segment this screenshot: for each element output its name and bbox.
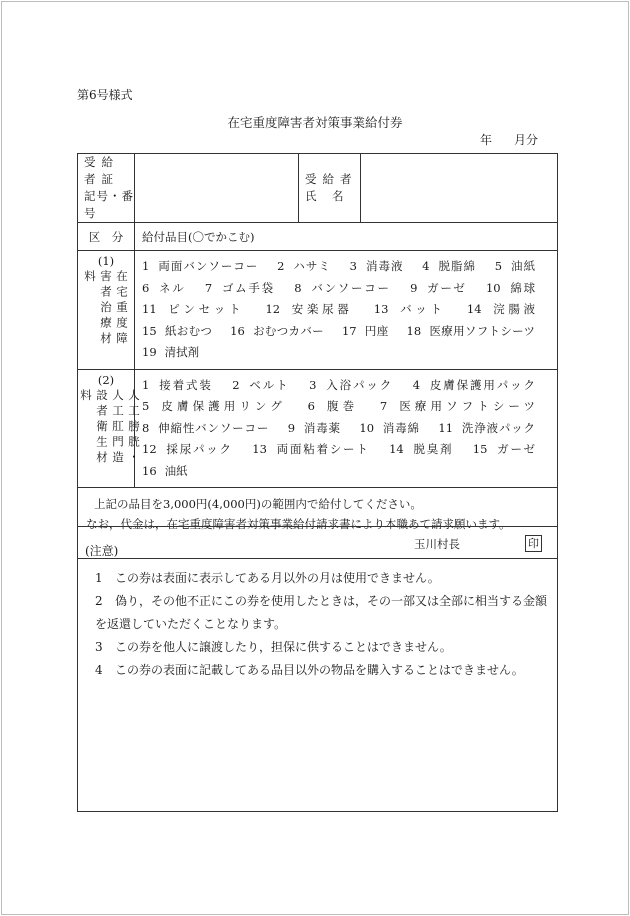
benefit-item-number: 4 <box>412 377 421 392</box>
benefit-item-name: 油紙 <box>164 463 188 478</box>
benefit-item-name: 採尿パック <box>164 442 233 456</box>
benefit-item[interactable] <box>410 281 467 295</box>
benefit-item-name: 伸縮性バンソーコー <box>157 420 270 435</box>
benefit-item-name: ゴム手袋 <box>220 280 275 295</box>
benefit-item-name: 油紙 <box>510 259 536 273</box>
benefit-item[interactable] <box>389 442 453 456</box>
benefit-item-number: 12 <box>142 442 157 456</box>
date-month-label: 月分 <box>514 133 539 147</box>
notes-box <box>77 526 558 812</box>
category-row-1 <box>78 251 558 370</box>
notes-list <box>95 567 550 682</box>
benefit-item-number: 9 <box>287 420 296 435</box>
benefit-item[interactable] <box>359 421 420 435</box>
benefit-item-number: 15 <box>472 442 488 456</box>
benefit-item-number: 17 <box>341 323 357 338</box>
benefit-item-number: 8 <box>294 280 302 295</box>
category-1-cell <box>78 251 135 370</box>
benefit-item-number: 11 <box>438 420 454 435</box>
note-item <box>95 567 550 590</box>
benefit-item-number: 6 <box>142 280 150 295</box>
benefit-item[interactable] <box>277 259 331 273</box>
benefit-item-name: ベルト <box>247 377 290 392</box>
benefit-item-number: 2 <box>277 259 285 273</box>
benefit-item-name: 入浴パック <box>324 377 394 392</box>
cert-label <box>78 154 135 223</box>
note-number: 2 <box>95 594 103 608</box>
benefit-item[interactable] <box>342 324 389 338</box>
cert-number-field[interactable] <box>135 154 299 223</box>
form-number: 第6号様式 <box>77 88 133 102</box>
benefit-item[interactable] <box>413 378 535 392</box>
benefit-item-name: 接着式装 <box>157 377 213 392</box>
category-1-items <box>135 251 558 370</box>
footer-line-2: なお，代金は，在宅重度障害者対策事業給付請求書により本職あて請求願います。 <box>86 517 511 531</box>
benefit-item-number: 19 <box>142 345 157 359</box>
benefit-item-name: ガーゼ <box>495 442 536 456</box>
category-2-items <box>135 369 558 488</box>
benefit-item[interactable] <box>374 302 446 316</box>
benefit-item[interactable] <box>142 464 188 478</box>
benefit-item-number: 5 <box>142 399 150 413</box>
recipient-label <box>299 154 361 223</box>
benefit-item-number: 16 <box>142 463 157 478</box>
benefit-item-number: 2 <box>232 377 240 392</box>
benefit-item[interactable] <box>288 421 341 435</box>
date-line <box>480 131 538 148</box>
benefit-item[interactable] <box>350 259 404 273</box>
benefit-item-name: 医療用ソフトシーツ <box>395 399 536 413</box>
voucher-table <box>77 153 558 559</box>
note-number: 4 <box>95 663 103 677</box>
benefit-item-name: 腹巻 <box>322 399 359 413</box>
benefit-item-number: 10 <box>485 280 501 295</box>
benefit-item[interactable] <box>142 345 199 359</box>
benefit-item-name: 安楽尿器 <box>288 302 353 316</box>
benefit-item-name: 清拭剤 <box>164 345 200 359</box>
benefit-item-number: 6 <box>307 399 315 413</box>
benefit-item[interactable] <box>438 421 535 435</box>
benefit-item-name: 脱臭剤 <box>411 442 454 456</box>
note-text: 偽り，その他不正にこの券を使用したときは，その一部又は全部に相当する金額を返還していただくことなります。 <box>95 594 548 631</box>
notes-heading: (注意) <box>85 544 119 558</box>
category-2-cell <box>78 369 141 488</box>
benefit-item-number: 13 <box>373 302 389 316</box>
benefit-item-name: バンソーコー <box>309 280 391 295</box>
benefit-item-number: 10 <box>359 420 375 435</box>
benefit-item-number: 18 <box>406 323 422 338</box>
seal-stamp: 印 <box>525 535 542 552</box>
benefit-item[interactable] <box>142 399 286 413</box>
benefit-item[interactable] <box>232 378 289 392</box>
date-year-label: 年 <box>480 133 493 147</box>
header-row <box>78 154 558 223</box>
category-1-name: 在宅重度障害者治療材料 <box>83 270 129 348</box>
benefit-item[interactable] <box>142 324 212 338</box>
benefit-item-name: 皮膚保護用パック <box>428 377 536 392</box>
category-row-2 <box>78 369 558 488</box>
benefit-item[interactable] <box>142 259 258 273</box>
benefit-item[interactable] <box>308 399 359 413</box>
benefit-item-number: 5 <box>494 259 503 273</box>
note-number: 3 <box>95 640 103 654</box>
note-item <box>95 636 550 659</box>
benefit-item[interactable] <box>422 259 476 273</box>
category-1-number: (1) <box>97 254 115 269</box>
benefit-item[interactable] <box>230 324 324 338</box>
benefit-item[interactable] <box>252 442 369 456</box>
benefit-item-name: 脱脂綿 <box>437 259 477 273</box>
benefit-item-number: 7 <box>204 280 213 295</box>
benefit-item[interactable] <box>467 302 535 316</box>
benefit-item-name: 消毒液 <box>364 259 404 273</box>
note-item <box>95 659 550 682</box>
recipient-name-field[interactable] <box>361 154 558 223</box>
benefit-item-name: ハサミ <box>292 259 331 273</box>
benefit-item-number: 1 <box>142 377 150 392</box>
benefit-item[interactable] <box>486 281 535 295</box>
cert-label-line2: 記号・番号 <box>84 189 134 220</box>
benefit-item-name: 消毒綿 <box>382 420 420 435</box>
recipient-label-line1: 受給者 <box>305 172 358 186</box>
benefit-item[interactable] <box>473 442 535 456</box>
benefit-item-name: 両面バンソーコー <box>157 259 259 273</box>
note-text: この券の表面に記載してある品目以外の物品を購入することはできません。 <box>115 663 524 677</box>
benefit-item-number: 14 <box>466 302 482 316</box>
benefit-item-name: バット <box>396 302 446 316</box>
benefit-item-number: 9 <box>410 280 418 295</box>
benefit-item[interactable] <box>205 281 275 295</box>
category-column-header: 区 分 <box>78 223 135 251</box>
benefit-item-number: 3 <box>309 377 317 392</box>
benefit-item-name: 洗浄液パック <box>461 420 536 435</box>
benefit-item-number: 12 <box>265 302 281 316</box>
cert-label-line1: 受給者証 <box>84 155 119 186</box>
note-text: この券を他人に譲渡したり，担保に供することはできません。 <box>115 640 452 654</box>
benefit-item[interactable] <box>265 302 352 316</box>
benefit-item[interactable] <box>309 378 393 392</box>
recipient-label-line2: 氏 名 <box>305 189 346 203</box>
benefit-item[interactable] <box>142 281 186 295</box>
benefit-item-name: 医療用ソフトシーツ <box>429 323 536 338</box>
benefit-item[interactable] <box>142 302 244 316</box>
benefit-item-name: ピンセット <box>164 302 245 316</box>
benefit-item[interactable] <box>142 442 233 456</box>
benefit-item-number: 3 <box>349 259 357 273</box>
benefit-item-number: 8 <box>142 420 150 435</box>
footer-line-1: 上記の品目を3,000円(4,000円)の範囲内で給付してください。 <box>94 497 422 511</box>
benefit-item-name: ネル <box>157 280 186 295</box>
category-2-number: (2) <box>97 372 115 387</box>
issuer-name: 玉川村長 <box>414 537 460 551</box>
benefit-item[interactable] <box>495 259 535 273</box>
benefit-item-number: 1 <box>142 259 150 273</box>
benefit-item[interactable] <box>380 399 535 413</box>
benefit-item-name: 両面粘着シート <box>274 442 370 456</box>
benefit-item-name: おむつカバー <box>252 323 324 338</box>
benefit-item-number: 15 <box>142 323 157 338</box>
benefit-item-number: 13 <box>252 442 267 456</box>
benefit-item[interactable] <box>142 421 269 435</box>
items-column-header: 給付品目(〇でかこむ) <box>135 223 558 251</box>
benefit-item-name: ガーゼ <box>425 280 467 295</box>
page-title: 在宅重度障害者対策事業給付券 <box>227 115 403 130</box>
benefit-item-number: 11 <box>142 302 157 316</box>
benefit-item-name: 浣腸液 <box>489 302 536 316</box>
note-number: 1 <box>95 571 103 585</box>
benefit-item-name: 円座 <box>364 323 389 338</box>
note-text: この券は表面に表示してある月以外の月は使用できません。 <box>115 571 440 585</box>
benefit-item-number: 14 <box>389 442 404 456</box>
benefit-item-name: 消毒薬 <box>303 420 341 435</box>
benefit-item-number: 7 <box>379 399 388 413</box>
category-2-name: 人工膀胱・人工肛門造設者衛生材料 <box>79 388 141 467</box>
benefit-item[interactable] <box>407 324 536 338</box>
benefit-item-name: 紙おむつ <box>164 323 213 338</box>
benefit-item-number: 4 <box>422 259 430 273</box>
column-header-row <box>78 223 558 251</box>
benefit-item[interactable] <box>294 281 390 295</box>
benefit-item-name: 綿球 <box>508 280 536 295</box>
benefit-item-number: 16 <box>230 323 245 338</box>
benefit-item-name: 皮膚保護用リング <box>157 399 286 413</box>
note-item <box>95 590 550 636</box>
benefit-item[interactable] <box>142 378 213 392</box>
